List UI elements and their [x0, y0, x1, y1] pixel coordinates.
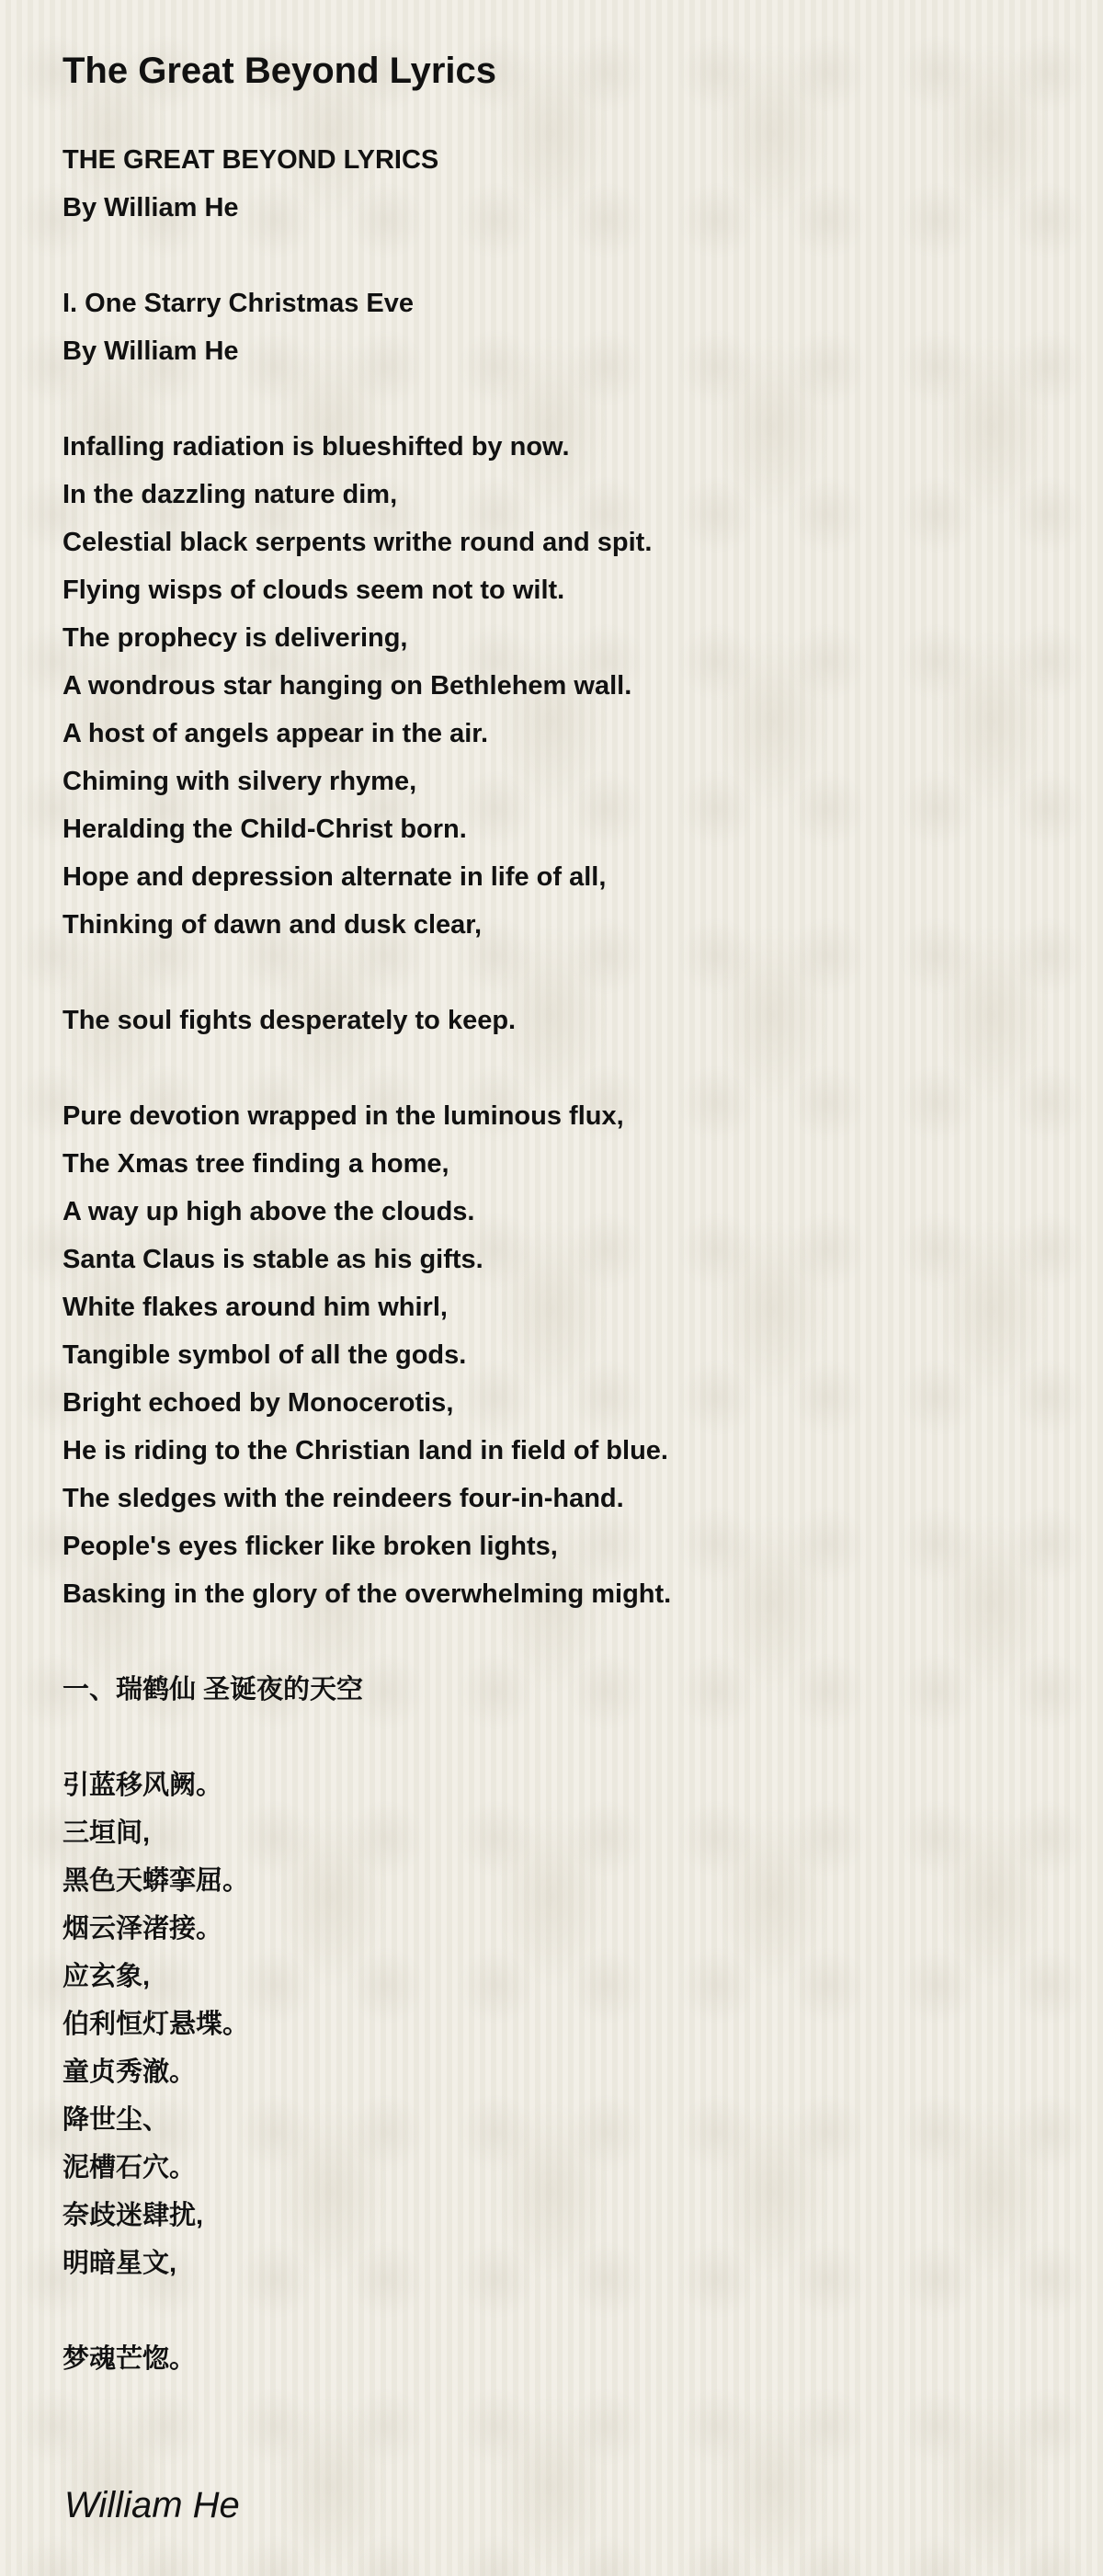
poem-line: He is riding to the Christian land in field of blue. [63, 1436, 668, 1465]
poem-line: Heralding the Child-Christ born. [63, 815, 467, 844]
poem-line: 一、瑞鹤仙 圣诞夜的天空 [63, 1675, 364, 1704]
poem-line: Basking in the glory of the overwhelming might. [63, 1579, 672, 1609]
poem-line: In the dazzling nature dim, [63, 480, 398, 509]
poem-line: 泥槽石穴。 [63, 2153, 197, 2183]
poem-line: 童贞秀澈。 [63, 2057, 197, 2087]
stanza-break [63, 1618, 1037, 1666]
poem-body [63, 136, 1037, 2383]
poem-line: 梦魂芒惚。 [63, 2344, 197, 2374]
stanza-break [63, 232, 1037, 279]
poem-line: Pure devotion wrapped in the luminous flux, [63, 1101, 624, 1131]
poem-line: 引蓝移风阙。 [63, 1771, 223, 1800]
poem-line: Thinking of dawn and dusk clear, [63, 910, 483, 940]
poem-line: 伯利恒灯悬堞。 [63, 2010, 250, 2039]
poem-line: Chiming with silvery rhyme, [63, 767, 417, 796]
poem-line: 烟云泽渚接。 [63, 1914, 223, 1943]
poem-line: 黑色天蟒挛屈。 [63, 1866, 250, 1896]
poem-line: 应玄象, [63, 1962, 151, 1991]
poem-line: THE GREAT BEYOND LYRICS [63, 145, 439, 175]
poem-line: By William He [63, 336, 239, 366]
page-title: The Great Beyond Lyrics [63, 51, 496, 91]
poem-line: 降世尘、 [63, 2105, 170, 2135]
poem-line: The Xmas tree finding a home, [63, 1149, 449, 1179]
poem-line: Santa Claus is stable as his gifts. [63, 1245, 483, 1274]
poem-line: Flying wisps of clouds seem not to wilt. [63, 576, 565, 605]
stanza-break [63, 949, 1037, 997]
poem-line: Tangible symbol of all the gods. [63, 1340, 467, 1370]
poem-line: Bright echoed by Monocerotis, [63, 1388, 454, 1418]
stanza-break [63, 1044, 1037, 1092]
poem-line: 三垣间, [63, 1818, 151, 1848]
poem-line: White flakes around him whirl, [63, 1293, 448, 1322]
poem-line: Infalling radiation is blueshifted by now. [63, 432, 570, 462]
stanza-break [63, 1714, 1037, 1761]
poem-line: Hope and depression alternate in life of all, [63, 862, 607, 892]
stanza-break [63, 375, 1037, 423]
poem-line: By William He [63, 193, 239, 222]
poem-line: Celestial black serpents writhe round and spit. [63, 528, 653, 557]
poem-line: The sledges with the reindeers four-in-hand. [63, 1484, 624, 1513]
poem-line: 奈歧迷肆扰, [63, 2201, 204, 2230]
poem-line: People's eyes flicker like broken lights, [63, 1532, 558, 1561]
poem-line: The soul fights desperately to keep. [63, 1006, 517, 1035]
stanza-break [63, 2287, 1037, 2335]
poem-line: A way up high above the clouds. [63, 1197, 475, 1226]
poem-line: 明暗星文, [63, 2249, 177, 2278]
poem-line: A host of angels appear in the air. [63, 719, 489, 748]
poem-line: The prophecy is delivering, [63, 623, 408, 653]
poem-line: I. One Starry Christmas Eve [63, 289, 414, 318]
author-signature: William He [64, 2485, 240, 2525]
poem-line: A wondrous star hanging on Bethlehem wall. [63, 671, 632, 701]
